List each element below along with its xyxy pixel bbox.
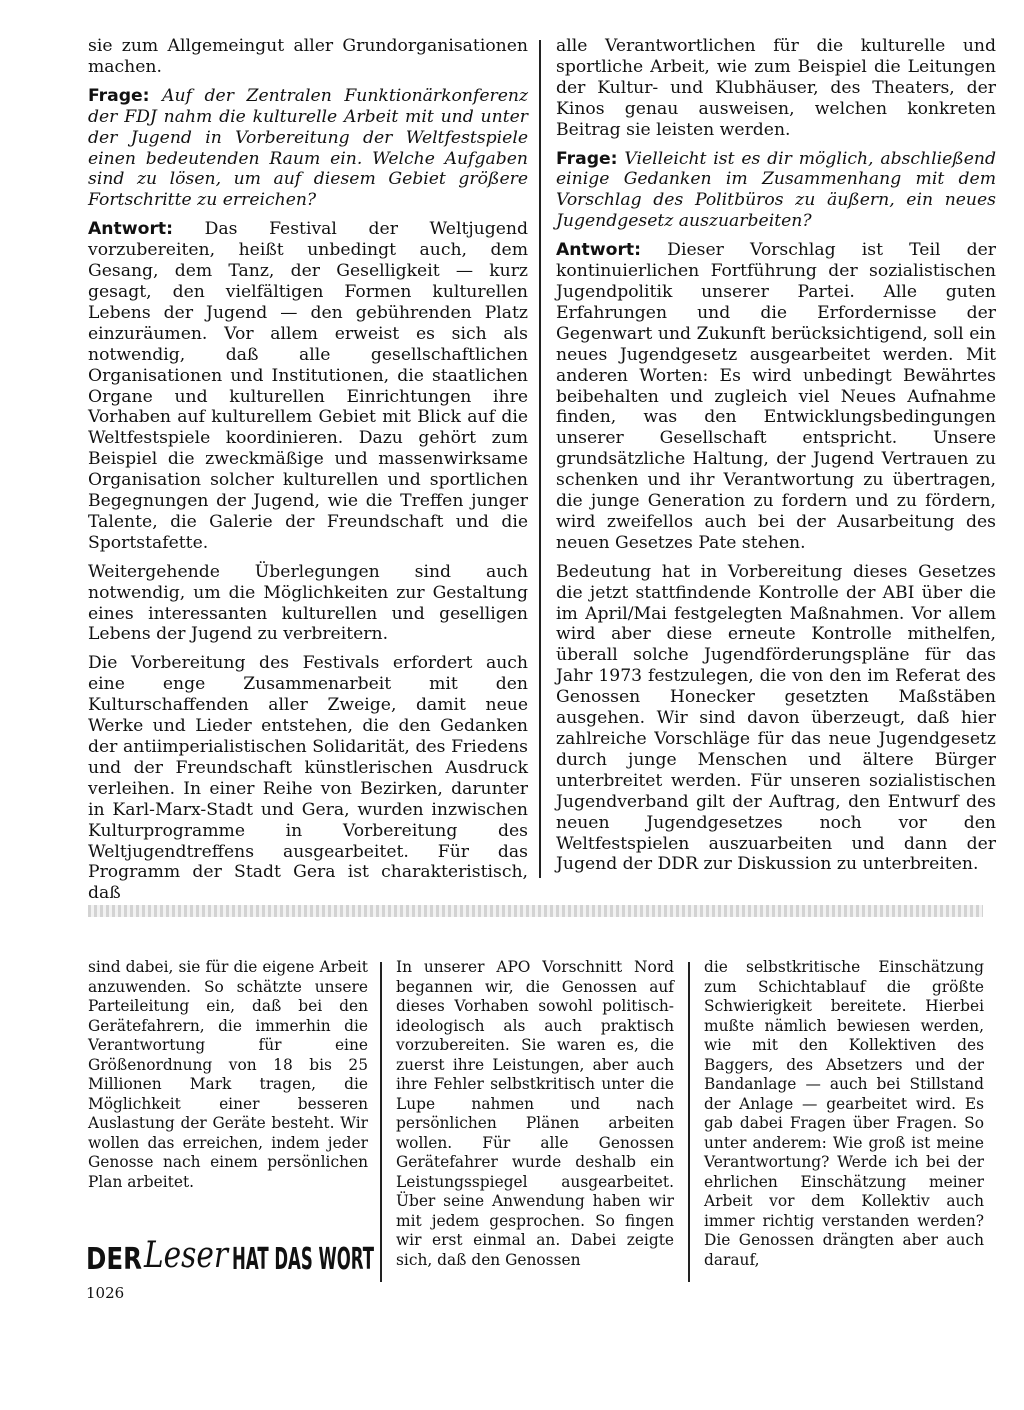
paragraph: Weitergehende Überlegungen sind auch notwendig, um die Möglichkeiten zur Gestaltung eines interessanten kulturellen und geselligen Lebens der Jugend zu verbreitern. (88, 561, 528, 645)
column-divider (539, 40, 541, 878)
question-text: Vielleicht ist es dir möglich, abschließend einige Gedanken im Zusammenhang mit dem Vorschlag des Politbüros zu äußern, ein neues Jugendgesetz auszuarbeiten? (556, 148, 997, 232)
reader-column-1 (88, 958, 368, 1200)
paragraph: In unserer APO Vorschnitt Nord begannen wir, die Genossen auf dieses Vorhaben sowohl politisch-ideologisch als auch praktisch vorzubereiten. Sie waren es, die zuerst ihre Leistungen, aber auch ihre Fehler selbstkritisch unter die Lupe nahmen und nach persönlichen Plänen arbeiten wollen. Für alle Genossen Gerätefahrer wurde deshalb ein Leistungsspiegel ausgearbeitet. Über seine Anwendung haben wir mit jedem gesprochen. So fingen wir erst einmal an. Dabei zeigte sich, daß den Genossen (396, 958, 674, 1269)
column-divider (380, 962, 382, 1282)
logo-text-right: HAT DAS WORT (232, 1242, 375, 1274)
page-number: 1026 (86, 1284, 125, 1302)
answer-text: Das Festival der Weltjugend vorzubereiten, heißt unbedingt auch, dem Gesang, dem Tanz, der Geselligkeit — kurz gesagt, den vielfältigen Formen kulturellen Lebens der Jugend — den gebührenden Platz einzuräumen. Vor allem erweist es sich als notwendig, daß alle gesellschaftlichen Organisationen und Institutionen, die staatlichen Organe und kulturellen Einrichtungen ihre Vorhaben auf kulturellem Gebiet mit Blick auf die Weltfestspiele koordinieren. Dazu gehört zum Beispiel die zweckmäßige und massenwirksame Organisation solcher kulturellen und sportlichen Begegnungen der Jugend, wie die Treffen junger Talente, die Galerie der Freundschaft und die Sportstafette. (88, 219, 528, 553)
answer-label: Antwort: (556, 240, 642, 261)
answer-text: Dieser Vorschlag ist Teil der kontinuierlichen Fortführung der sozialistischen Jugendpolitik unserer Partei. Alle guten Erfahrungen und die Erfordernisse der Gegenwart und Zukunft berücksichtigend, soll ein neues Jugendgesetz ausgearbeitet werden. Mit anderen Worten: Es wird unbedingt Bewährtes beibehalten und zugleich viel Neues Aufnahme finden, was den Entwicklungsbedingungen unserer Gesellschaft entspricht. Unsere grundsätzliche Haltung, der Jugend Vertrauen zu schenken und ihr Verantwortung zu übertragen, die junge Generation zu fordern und zu fördern, wird zweifellos auch bei der Ausarbeitung des neuen Gesetzes Pate stehen. (556, 240, 996, 553)
question-paragraph (88, 86, 528, 211)
section-separator (88, 905, 983, 917)
paragraph: Bedeutung hat in Vorbereitung dieses Gesetzes die jetzt stattfindende Kontrolle der ABI über die im April/Mai festgelegten Maßnahmen. Vor allem wird aber diese erneute Kontrolle mithelfen, überall solche Jugendförderungspläne für das Jahr 1973 festzulegen, die von den im Referat des Genossen Honecker gesetzten Maßstäben ausgehen. Wir sind davon überzeugt, daß hier zahlreiche Vorschläge für das neue Jugendgesetz durch junge Menschen und ältere Bürger unterbreitet werden. Für unseren sozialistischen Jugendverband gilt der Auftrag, den Entwurf des neuen Jugendgesetzes noch vor den Weltfestspielen auszuarbeiten und dann der Jugend der DDR zur Diskussion zu unterbreiten. (556, 561, 996, 875)
der-leser-hat-das-wort-logo (86, 1236, 376, 1274)
logo-text-left: DER (86, 1242, 142, 1274)
reader-column-3 (704, 958, 984, 1278)
logo-text-script: Leser (143, 1236, 230, 1274)
column-divider (688, 962, 690, 1282)
paragraph: Die Vorbereitung des Festivals erfordert auch eine enge Zusammenarbeit mit den Kulturschaffenden aller Zweige, damit neue Werke und Lieder entstehen, die den Gedanken der antiimperialistischen Solidarität, des Friedens und der Freundschaft künstlerischen Ausdruck verleihen. In einer Reihe von Bezirken, darunter in Karl-Marx-Stadt und Gera, wurden inzwischen Kulturprogramme in Vorbereitung des Weltjugendtreffens ausgearbeitet. Für das Programm der Stadt Gera ist charakteristisch, daß (88, 653, 528, 904)
question-text: Auf der Zentralen Funktionärkonferenz der FDJ nahm die kulturelle Arbeit mit und unter der Jugend in Vorbereitung der Weltfestspiele einen bedeutenden Raum ein. Welche Aufgaben sind zu lösen, um auf diesem Gebiet größere Fortschritte zu erreichen? (88, 85, 529, 211)
interview-column-right (556, 36, 996, 883)
reader-column-2 (396, 958, 674, 1278)
paragraph: die selbstkritische Einschätzung zum Schichtablauf die größte Schwierigkeit bereitete. Hierbei mußte nämlich bewiesen werden, wie mit den Kollektiven des Baggers, des Absetzers und der Bandanlage — auch bei Stillstand der Anlage — gearbeitet wird. Es gab dabei Fragen über Fragen. So unter anderem: Wie groß ist meine Verantwortung? Werde ich bei der ehrlichen Einschätzung meiner Arbeit vor dem Kollektiv auch immer richtig verstanden werden? Die Genossen drängten aber auch darauf, (704, 958, 984, 1269)
answer-paragraph (556, 240, 996, 554)
paragraph: alle Verantwortlichen für die kulturelle und sportliche Arbeit, wie zum Beispiel die Leitungen der Kultur- und Klubhäuser, des Theaters, der Kinos genau ausweisen, welchen konkreten Beitrag sie leisten werden. (556, 36, 996, 140)
answer-label: Antwort: (88, 219, 174, 240)
paragraph: sie zum Allgemeingut aller Grundorganisationen machen. (88, 36, 528, 77)
answer-paragraph (88, 219, 528, 554)
interview-column-left (88, 36, 528, 912)
question-label: Frage: (556, 148, 618, 169)
question-paragraph (556, 149, 996, 233)
paragraph: sind dabei, sie für die eigene Arbeit anzuwenden. So schätzte unsere Parteileitung ein, daß bei den Gerätefahrern, die immerhin die Verantwortung für eine Größenordnung von 18 bis 25 Millionen Mark tragen, die Möglichkeit einer besseren Auslastung der Geräte besteht. Wir wollen das erreichen, indem jeder Genosse nach einem persönlichen Plan arbeitet. (88, 958, 368, 1191)
question-label: Frage: (88, 85, 150, 106)
